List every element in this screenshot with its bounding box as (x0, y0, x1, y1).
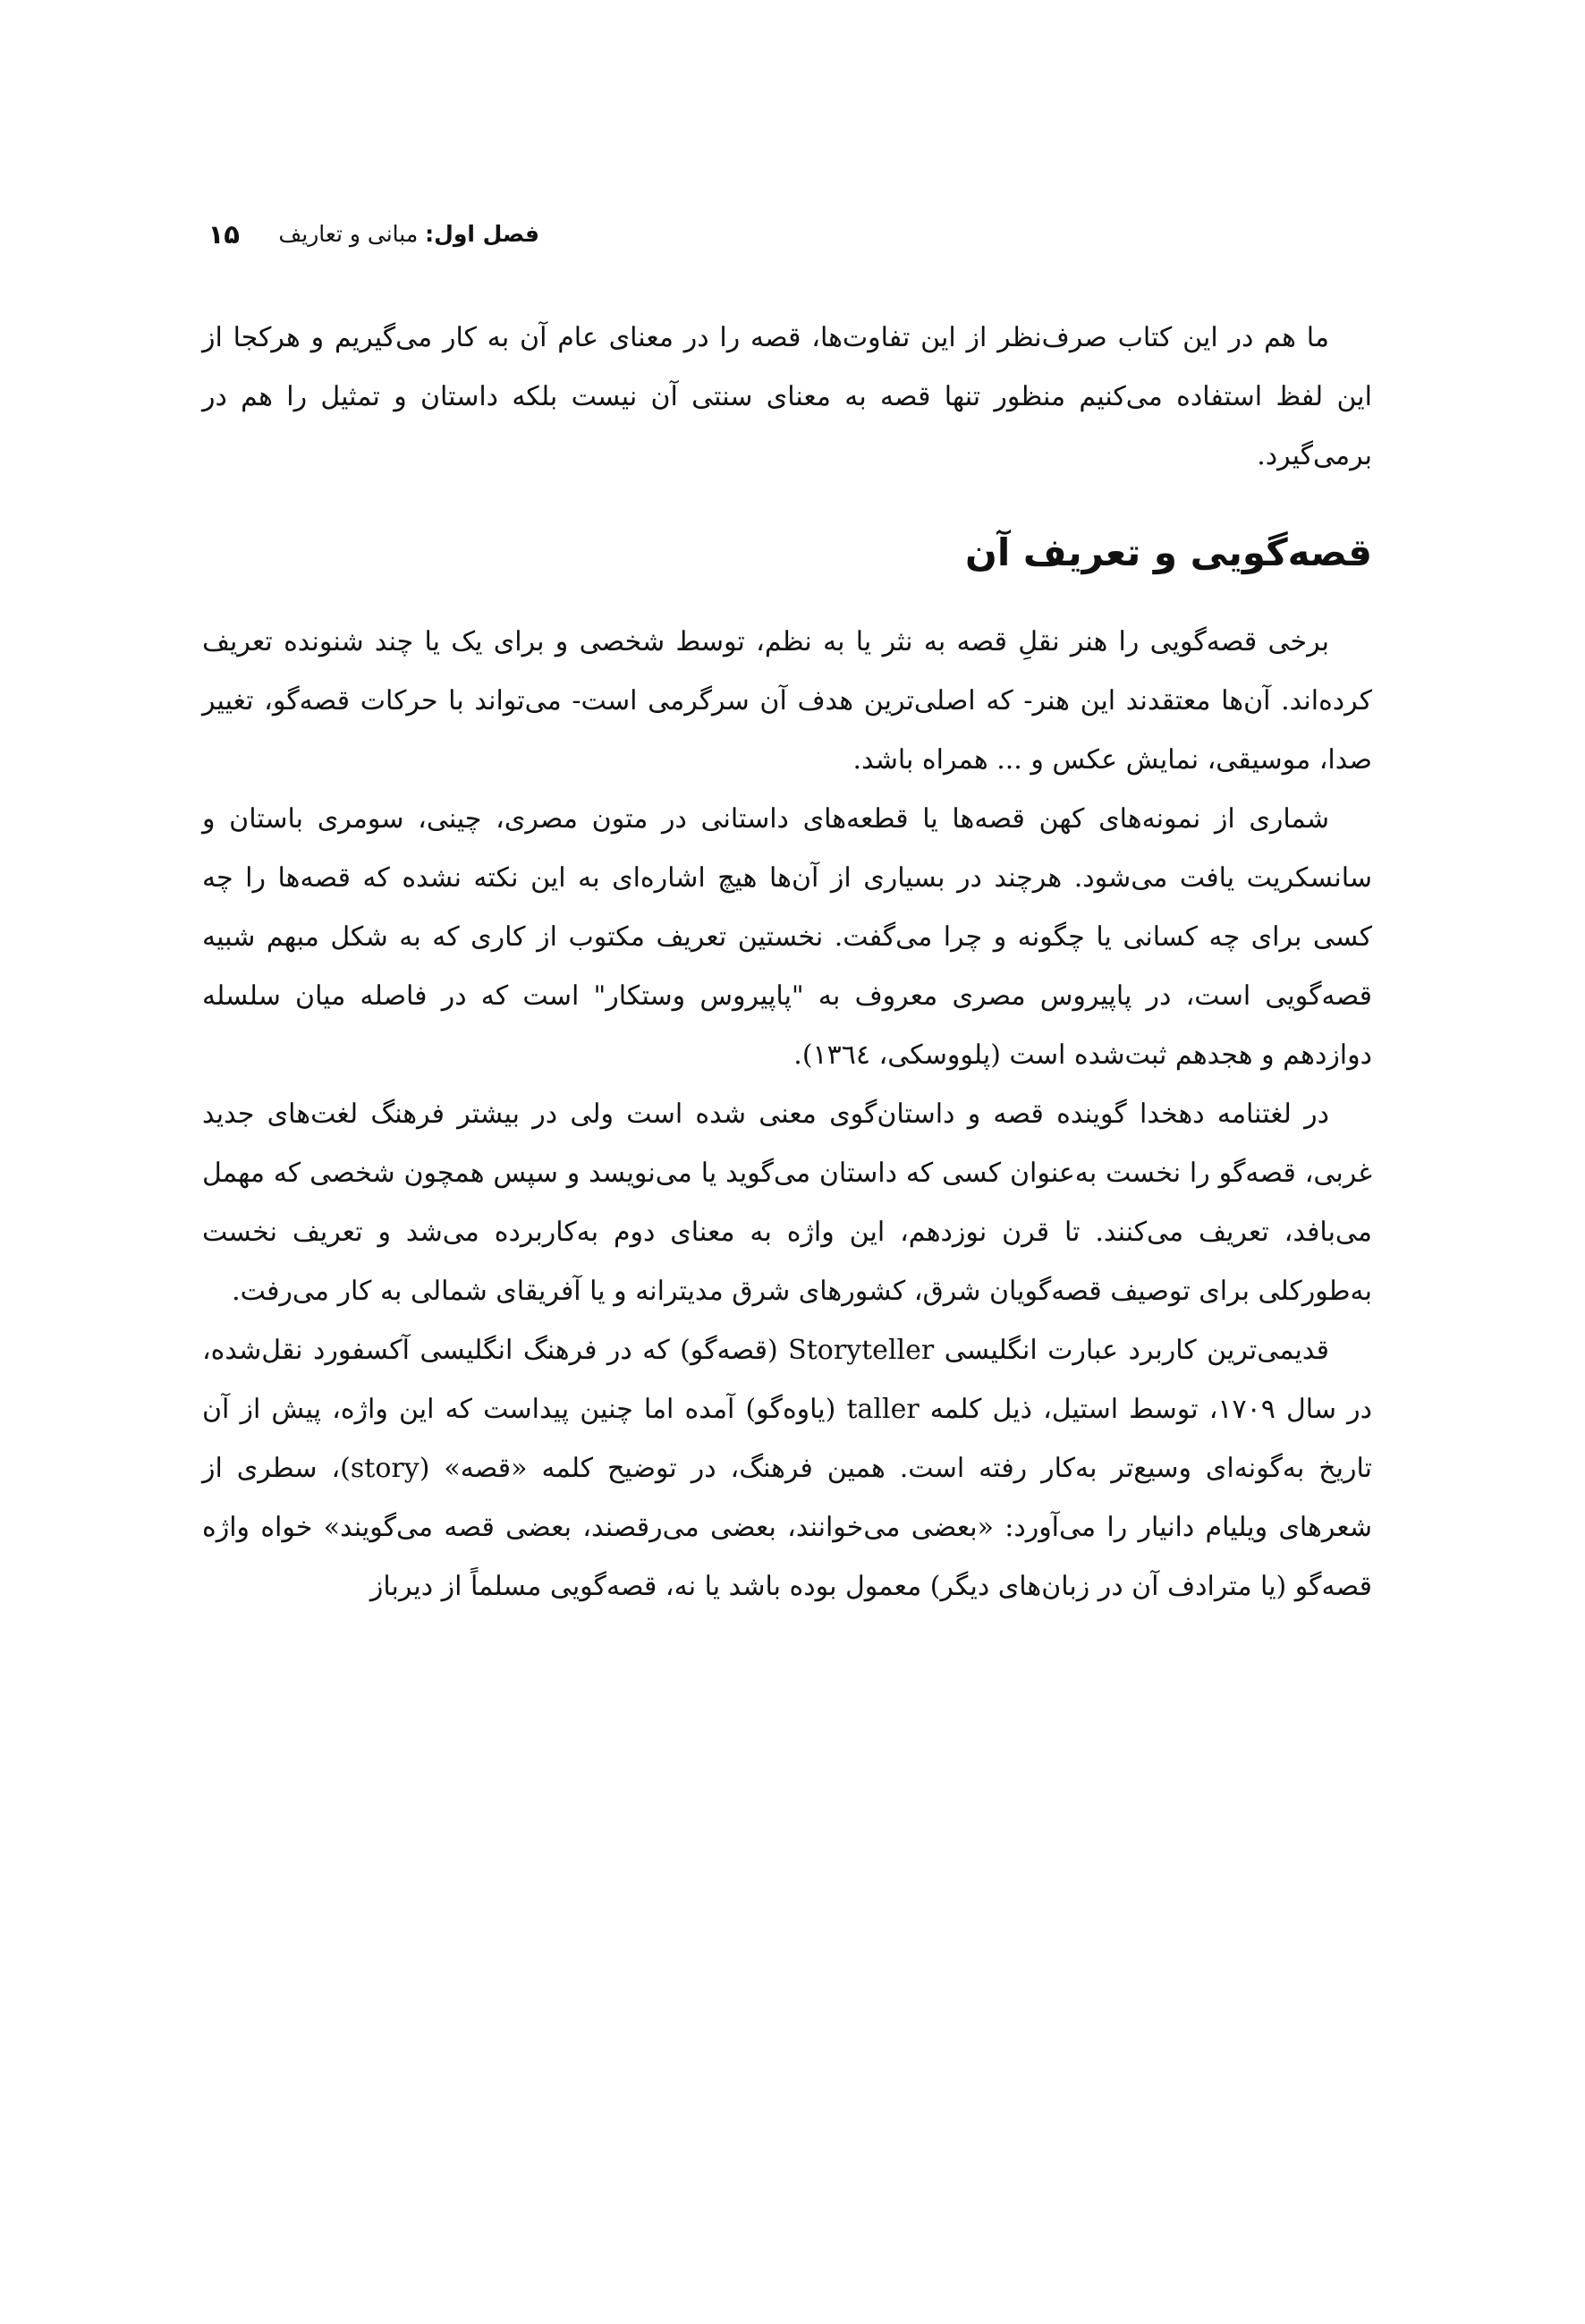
page-body (202, 309, 1372, 1616)
section-heading: قصه‌گویی و تعریف آن (965, 530, 1372, 574)
chapter-title (278, 208, 539, 261)
body-paragraph: شماری از نمونه‌های کهن قصه‌ها یا قطعه‌های داستانی در متون مصری، چینی، سومری باستان و سانسکریت یافت می‌شود. هرچند در بسیاری از آن‌ها هیچ اشاره‌ای به این نکته نشده که قصه‌ها را چه کسی برای چه کسانی یا چگونه و چرا می‌گفت. نخستین تعریف مکتوب از کاری که به شکل مبهم شبیه قصه‌گویی است، در پاپیروس مصری معروف به "پاپیروس وستکار" است که در فاصله میان سلسله دوازدهم و هجدهم ثبت‌شده است (پلووسکی، ١٣٦٤). (202, 803, 1372, 1071)
body-paragraph: در لغتنامه دهخدا گوینده قصه و داستان‌گوی معنی شده است ولی در بیشتر فرهنگ لغت‌های جدید غربی، قصه‌گو را نخست به‌عنوان کسی که داستان می‌گوید یا می‌نویسد و سپس همچون شخصی که مهمل می‌بافد، تعریف می‌کنند. تا قرن نوزدهم، این واژه به معنای دوم به‌کاربرده می‌شد و تعریف نخست به‌طورکلی برای توصیف قصه‌گویان شرق، کشورهای شرق مدیترانه و یا آفریقای شمالی به کار می‌رفت. (202, 1098, 1372, 1307)
body-paragraph: قدیمی‌ترین کاربرد عبارت انگلیسی Storyteller (قصه‌گو) که در فرهنگ انگلیسی آکسفورد نقل‌شده، در سال ۱۷۰۹، توسط استیل، ذیل کلمه taller (یاوه‌گو) آمده اما چنین پیداست که این واژه، پیش از آن تاریخ به‌گونه‌ای وسیع‌تر به‌کار رفته است. همین فرهنگ، در توضیح کلمه «قصه» (story)، سطری از شعرهای ویلیام دانیار را می‌آورد: «بعضی می‌خوانند، بعضی می‌رقصند، بعضی قصه می‌گویند» خواه واژه قصه‌گو (یا مترادف آن در زبان‌های دیگر) معمول بوده باشد یا نه، قصه‌گویی مسلماً از دیرباز (202, 1335, 1372, 1602)
chapter-name: مبانی و تعاریف (278, 221, 426, 247)
body-paragraph: برخی قصه‌گویی را هنر نقلِ قصه به نثر یا به نظم، توسط شخصی و برای یک یا چند شنونده تعریف کرده‌اند. آن‌ها معتقدند این هنر- که اصلی‌ترین هدف آن سرگرمی است- می‌تواند با حرکات قصه‌گو، تغییر صدا، موسیقی، نمایش عکس و ... همراه باشد. (202, 626, 1372, 776)
chapter-label: فصل اول: (425, 221, 539, 247)
running-header (202, 208, 1374, 261)
page-number: ۱۵ (208, 219, 240, 250)
intro-paragraph: ما هم در این کتاب صرف‌نظر از این تفاوت‌ها، قصه را در معنای عام آن به کار می‌گیریم و هرکجا از این لفظ استفاده می‌کنیم منظور تنها قصه به معنای سنتی آن نیست بلکه داستان و تمثیل را هم در برمی‌گیرد. (202, 322, 1372, 471)
